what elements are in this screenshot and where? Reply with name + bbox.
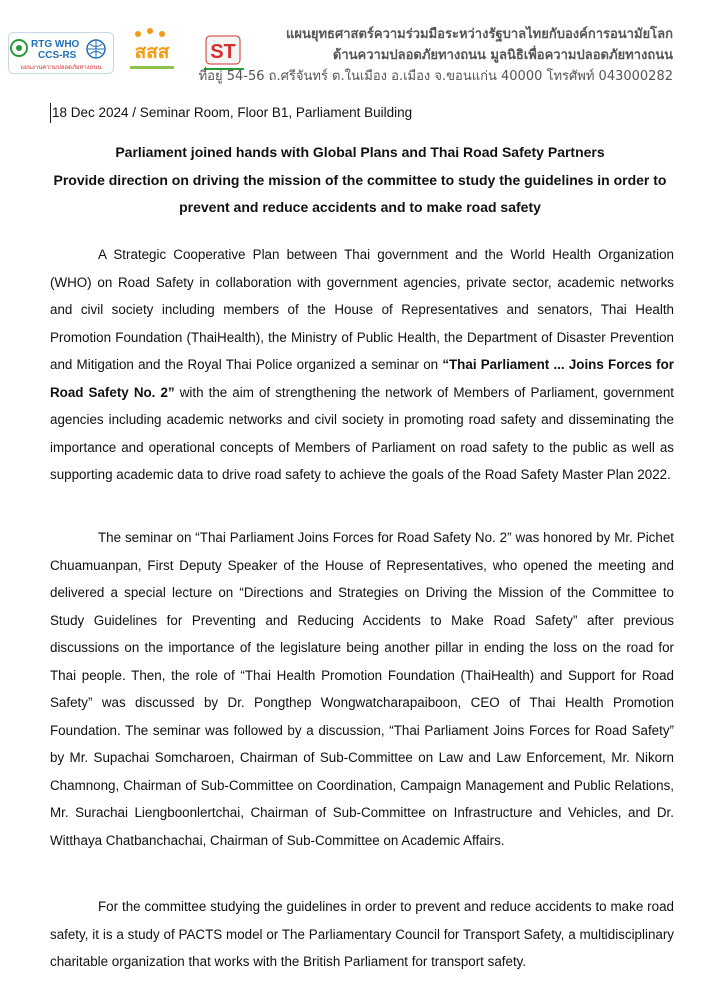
headline xyxy=(40,139,680,222)
org-address: ที่อยู่ 54-56 ถ.ศรีจันทร์ ต.ในเมือง อ.เมือง จ.ขอนแก่น 40000 โทรศัพท์ 043000282 xyxy=(198,69,673,84)
thaihealth-logo xyxy=(124,26,180,76)
org-name-line-1: แผนยุทธศาสตร์ความร่วมมือระหว่างรัฐบาลไทยกับองค์การอนามัยโลก xyxy=(285,27,673,42)
headline-line-1: Parliament joined hands with Global Plans and Thai Road Safety Partners xyxy=(115,144,605,160)
thaihealth-mark: สสส xyxy=(134,41,170,63)
paragraph-3: For the committee studying the guidelines in order to prevent and reduce accidents to make road safety, it is a study of PACTS model or The Parliamentary Council for Transport Safety, a multidisciplinary charitable organization that works with the British Parliament for transport safety. xyxy=(50,899,674,969)
paragraph-1-end: with the aim of strengthening the network of Members of Parliament, government agencies including academic networks and civil society in promoting road safety and disseminating the importance and operational concepts of Members of Parliament on road safety to the public as well as supporting academic data to drive road safety to achieve the goals of the Road Safety Master Plan 2022. xyxy=(50,384,674,482)
organization-info xyxy=(199,24,673,87)
headline-line-2: Provide direction on driving the mission of the committee to study the guidelines in order to prevent and reduce accidents and to make road safety xyxy=(53,171,667,215)
rtg-who-text: RTG WHO xyxy=(31,39,80,50)
ssf-mark: ST xyxy=(210,41,236,63)
rtg-who-logo xyxy=(8,32,114,74)
paragraph-1 xyxy=(50,241,674,489)
org-name-line-2: ด้านความปลอดภัยทางถนน มูลนิธิเพื่อความปลอดภัยทางถนน xyxy=(332,48,673,63)
letterhead xyxy=(0,0,711,100)
paragraph-2: The seminar on “Thai Parliament Joins Forces for Road Safety No. 2” was honored by Mr. Pichet Chuamuanpan, First Deputy Speaker of the House of Representatives, who opened the meeting and delivered a special lecture on “Directions and Strategies on Driving the Mission of the Committee to Study Guidelines for Preventing and Reducing Accidents to Make Road Safety” after previous discussions on the importance of the legislature being another pillar in ending the loss on the road for Thai people. Then, the role of “Thai Health Promotion Foundation (ThaiHealth) and Support for Road Safety” was discussed by Dr. Pongthep Wongwatcharapaiboon, CEO of Thai Health Promotion Foundation. The seminar was followed by a discussion, “Thai Parliament Joins Forces for Road Safety” by Mr. Supachai Somcharoen, Chairman of Sub-Committee on Law and Law Enforcement, Mr. Nikorn Chamnong, Chairman of Sub-Committee on Coordination, Campaign Management and Public Relations, Mr. Surachai Liengboonlertchai, Chairman of Sub-Committee on Infrastructure and Vehicles, and Dr. Witthaya Chatbanchachai, Chairman of Sub-Committee on Academic Affairs. xyxy=(50,530,674,848)
seminar-title: “Thai Parliament ... Joins Forces for Road Safety No. 2” xyxy=(50,357,674,400)
rtg-caption: แผนงานความปลอดภัยทางถนน xyxy=(20,64,102,71)
dateline: 18 Dec 2024 / Seminar Room, Floor B1, Parliament Building xyxy=(50,103,412,123)
ccs-rs-text: CCS-RS xyxy=(38,50,77,61)
paragraph-1-start: A Strategic Cooperative Plan between Thai government and the World Health Organization (WHO) on Road Safety in collaboration with government agencies, private sector, academic networks and civil society including members of the House of Representatives and senators, Thai Health Promotion Foundation (ThaiHealth), the Ministry of Public Health, the Department of Disaster Prevention and Mitigation and the Royal Thai Police organized a seminar on xyxy=(50,247,674,372)
